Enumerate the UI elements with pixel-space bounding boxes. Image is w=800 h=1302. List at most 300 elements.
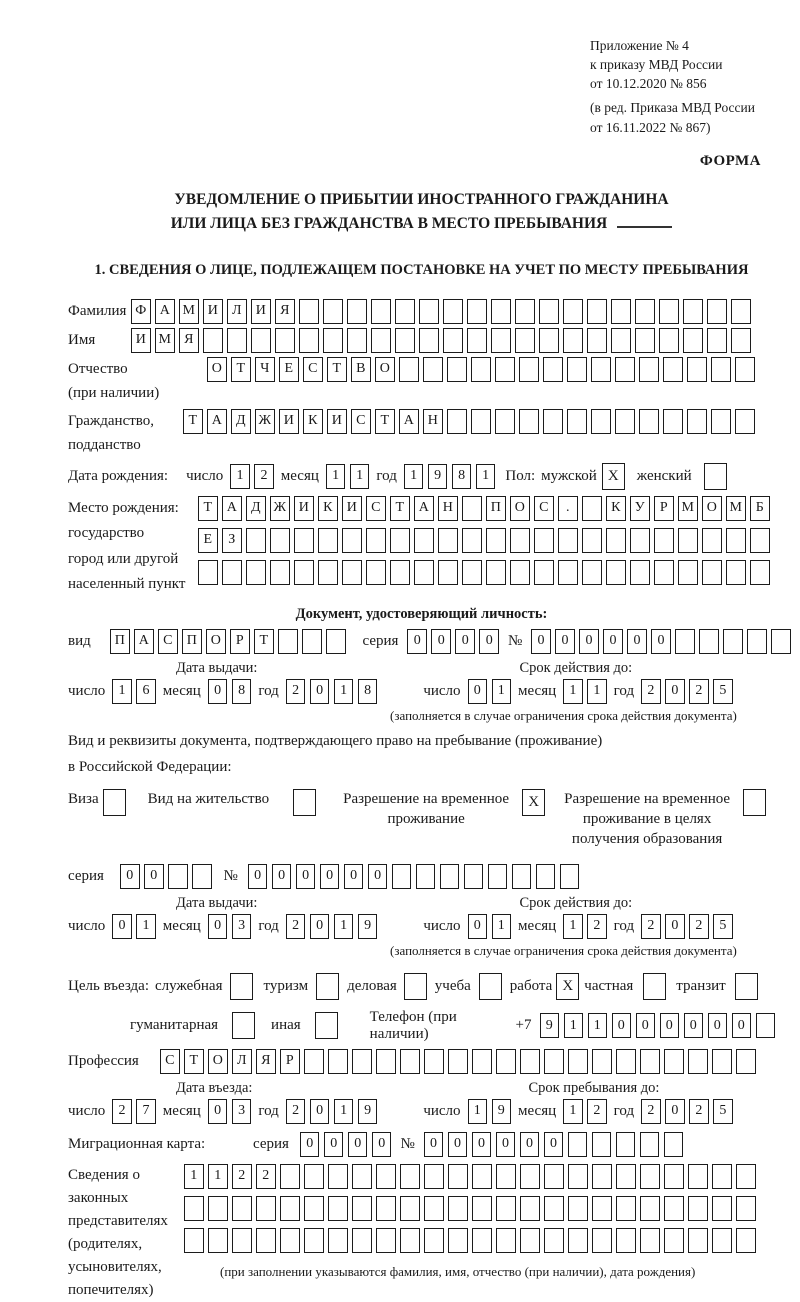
char-cell[interactable]: Т [254,629,274,654]
char-cell[interactable] [606,528,626,553]
char-cell[interactable] [712,1196,732,1221]
char-cell[interactable]: 1 [350,464,370,489]
char-cell[interactable]: Р [654,496,674,521]
char-cell[interactable] [246,528,266,553]
char-cell[interactable]: 0 [310,1099,330,1124]
char-cell[interactable]: Н [438,496,458,521]
char-cell[interactable]: 7 [136,1099,156,1124]
char-cell[interactable]: 1 [334,1099,354,1124]
char-cell[interactable]: С [351,409,371,434]
char-cell[interactable]: С [160,1049,180,1074]
char-cell[interactable]: 2 [641,914,661,939]
char-cell[interactable]: 0 [208,914,228,939]
char-cell[interactable] [414,528,434,553]
char-cell[interactable]: С [534,496,554,521]
char-cell[interactable]: И [279,409,299,434]
char-cell[interactable] [687,357,707,382]
char-cell[interactable] [299,299,319,324]
char-cell[interactable]: 0 [431,629,451,654]
char-cell[interactable]: А [155,299,175,324]
purpose-transit-checkbox[interactable] [735,973,758,1000]
char-cell[interactable] [683,299,703,324]
char-cell[interactable] [582,560,602,585]
char-cell[interactable] [448,1228,468,1253]
char-cell[interactable] [723,629,743,654]
char-cell[interactable] [750,560,770,585]
char-cell[interactable] [712,1049,732,1074]
char-cell[interactable] [567,357,587,382]
char-cell[interactable] [630,560,650,585]
char-cell[interactable] [616,1228,636,1253]
char-cell[interactable]: К [318,496,338,521]
char-cell[interactable] [616,1049,636,1074]
char-cell[interactable] [323,299,343,324]
char-cell[interactable] [203,328,223,353]
char-cell[interactable]: П [486,496,506,521]
char-cell[interactable]: Т [183,409,203,434]
char-cell[interactable] [352,1228,372,1253]
char-cell[interactable] [302,629,322,654]
char-cell[interactable] [663,357,683,382]
char-cell[interactable]: . [558,496,578,521]
char-cell[interactable] [639,409,659,434]
char-cell[interactable] [222,560,242,585]
char-cell[interactable] [423,357,443,382]
char-cell[interactable] [299,328,319,353]
char-cell[interactable] [568,1164,588,1189]
char-cell[interactable]: И [251,299,271,324]
char-cell[interactable] [371,299,391,324]
char-cell[interactable] [390,560,410,585]
char-cell[interactable] [208,1196,228,1221]
char-cell[interactable] [400,1228,420,1253]
char-cell[interactable] [592,1049,612,1074]
char-cell[interactable]: Л [232,1049,252,1074]
char-cell[interactable] [587,299,607,324]
char-cell[interactable] [184,1228,204,1253]
char-cell[interactable] [472,1196,492,1221]
char-cell[interactable] [702,528,722,553]
char-cell[interactable] [352,1049,372,1074]
char-cell[interactable]: 9 [540,1013,560,1038]
char-cell[interactable] [563,328,583,353]
char-cell[interactable]: М [155,328,175,353]
char-cell[interactable]: 1 [326,464,346,489]
char-cell[interactable] [462,560,482,585]
char-cell[interactable]: З [222,528,242,553]
purpose-commercial-checkbox[interactable] [404,973,427,1000]
char-cell[interactable] [318,560,338,585]
char-cell[interactable] [448,1164,468,1189]
char-cell[interactable] [400,1164,420,1189]
purpose-work-checkbox[interactable]: X [556,973,579,1000]
purpose-study-checkbox[interactable] [479,973,502,1000]
char-cell[interactable]: О [208,1049,228,1074]
char-cell[interactable] [615,357,635,382]
char-cell[interactable]: 9 [358,914,378,939]
char-cell[interactable]: М [678,496,698,521]
char-cell[interactable]: И [327,409,347,434]
char-cell[interactable]: 2 [641,679,661,704]
char-cell[interactable] [544,1164,564,1189]
char-cell[interactable]: 0 [479,629,499,654]
char-cell[interactable] [328,1164,348,1189]
char-cell[interactable]: 1 [587,679,607,704]
char-cell[interactable] [342,560,362,585]
char-cell[interactable] [472,1228,492,1253]
char-cell[interactable] [376,1164,396,1189]
char-cell[interactable]: Т [231,357,251,382]
char-cell[interactable]: 6 [136,679,156,704]
char-cell[interactable]: 1 [476,464,496,489]
char-cell[interactable] [688,1228,708,1253]
sex-female-checkbox[interactable] [704,463,727,490]
char-cell[interactable] [520,1164,540,1189]
char-cell[interactable] [471,357,491,382]
char-cell[interactable] [678,528,698,553]
char-cell[interactable] [735,409,755,434]
char-cell[interactable]: А [399,409,419,434]
char-cell[interactable]: 0 [310,679,330,704]
char-cell[interactable] [280,1196,300,1221]
char-cell[interactable]: А [222,496,242,521]
char-cell[interactable]: 0 [603,629,623,654]
char-cell[interactable]: И [203,299,223,324]
char-cell[interactable] [683,328,703,353]
char-cell[interactable] [198,560,218,585]
char-cell[interactable] [558,528,578,553]
char-cell[interactable] [712,1164,732,1189]
char-cell[interactable]: 0 [651,629,671,654]
char-cell[interactable]: 9 [428,464,448,489]
char-cell[interactable]: О [510,496,530,521]
char-cell[interactable]: 0 [555,629,575,654]
visa-checkbox[interactable] [103,789,126,816]
char-cell[interactable] [568,1049,588,1074]
char-cell[interactable] [568,1196,588,1221]
char-cell[interactable] [326,629,346,654]
char-cell[interactable]: Я [256,1049,276,1074]
char-cell[interactable] [688,1049,708,1074]
char-cell[interactable] [495,409,515,434]
char-cell[interactable] [294,528,314,553]
char-cell[interactable]: 0 [424,1132,444,1157]
char-cell[interactable] [664,1164,684,1189]
char-cell[interactable] [663,409,683,434]
char-cell[interactable] [736,1164,756,1189]
char-cell[interactable] [726,560,746,585]
char-cell[interactable]: 2 [112,1099,132,1124]
char-cell[interactable] [486,528,506,553]
char-cell[interactable]: 2 [232,1164,252,1189]
char-cell[interactable] [543,409,563,434]
char-cell[interactable]: 5 [713,1099,733,1124]
purpose-humanitarian-checkbox[interactable] [232,1012,255,1039]
char-cell[interactable] [630,528,650,553]
char-cell[interactable] [735,357,755,382]
char-cell[interactable] [192,864,212,889]
char-cell[interactable]: 0 [708,1013,728,1038]
char-cell[interactable] [424,1049,444,1074]
char-cell[interactable] [639,357,659,382]
char-cell[interactable] [544,1196,564,1221]
char-cell[interactable] [270,560,290,585]
char-cell[interactable] [447,409,467,434]
char-cell[interactable] [496,1049,516,1074]
char-cell[interactable] [635,299,655,324]
char-cell[interactable] [664,1196,684,1221]
char-cell[interactable]: 2 [286,914,306,939]
purpose-tourism-checkbox[interactable] [316,973,339,1000]
char-cell[interactable]: Т [184,1049,204,1074]
char-cell[interactable] [606,560,626,585]
char-cell[interactable]: А [414,496,434,521]
char-cell[interactable]: 0 [368,864,388,889]
char-cell[interactable] [275,328,295,353]
char-cell[interactable]: 1 [468,1099,488,1124]
char-cell[interactable] [654,560,674,585]
char-cell[interactable]: 3 [232,1099,252,1124]
char-cell[interactable] [563,299,583,324]
char-cell[interactable]: 0 [112,914,132,939]
char-cell[interactable]: 0 [296,864,316,889]
char-cell[interactable] [582,496,602,521]
char-cell[interactable] [515,299,535,324]
char-cell[interactable] [467,328,487,353]
char-cell[interactable] [270,528,290,553]
char-cell[interactable]: 0 [324,1132,344,1157]
sex-male-checkbox[interactable]: X [602,463,625,490]
char-cell[interactable]: 0 [665,1099,685,1124]
char-cell[interactable] [543,357,563,382]
char-cell[interactable]: Ф [131,299,151,324]
char-cell[interactable]: 0 [344,864,364,889]
char-cell[interactable] [731,328,751,353]
char-cell[interactable]: Я [275,299,295,324]
char-cell[interactable] [635,328,655,353]
char-cell[interactable] [416,864,436,889]
char-cell[interactable]: 8 [452,464,472,489]
char-cell[interactable]: 0 [455,629,475,654]
char-cell[interactable] [736,1196,756,1221]
char-cell[interactable] [539,328,559,353]
char-cell[interactable]: Е [279,357,299,382]
char-cell[interactable]: Т [390,496,410,521]
char-cell[interactable]: 0 [468,679,488,704]
char-cell[interactable]: Ж [270,496,290,521]
char-cell[interactable] [376,1049,396,1074]
char-cell[interactable] [467,299,487,324]
char-cell[interactable]: 0 [120,864,140,889]
char-cell[interactable] [472,1164,492,1189]
char-cell[interactable]: 0 [579,629,599,654]
char-cell[interactable] [227,328,247,353]
char-cell[interactable] [352,1164,372,1189]
char-cell[interactable]: К [303,409,323,434]
char-cell[interactable] [640,1164,660,1189]
char-cell[interactable] [664,1132,684,1157]
char-cell[interactable] [519,409,539,434]
char-cell[interactable] [424,1228,444,1253]
char-cell[interactable]: С [366,496,386,521]
char-cell[interactable] [534,528,554,553]
char-cell[interactable] [400,1196,420,1221]
char-cell[interactable]: 0 [665,679,685,704]
char-cell[interactable]: Я [179,328,199,353]
char-cell[interactable] [616,1132,636,1157]
char-cell[interactable] [280,1164,300,1189]
char-cell[interactable]: 1 [492,679,512,704]
char-cell[interactable] [371,328,391,353]
char-cell[interactable]: 0 [310,914,330,939]
char-cell[interactable] [342,528,362,553]
char-cell[interactable]: Д [246,496,266,521]
char-cell[interactable]: А [207,409,227,434]
char-cell[interactable] [304,1228,324,1253]
char-cell[interactable]: 1 [563,914,583,939]
char-cell[interactable]: 9 [358,1099,378,1124]
char-cell[interactable] [640,1228,660,1253]
char-cell[interactable] [640,1049,660,1074]
char-cell[interactable] [376,1228,396,1253]
char-cell[interactable] [278,629,298,654]
char-cell[interactable]: 1 [563,1099,583,1124]
char-cell[interactable] [510,528,530,553]
char-cell[interactable]: 0 [665,914,685,939]
char-cell[interactable] [471,409,491,434]
char-cell[interactable]: И [342,496,362,521]
char-cell[interactable]: 1 [564,1013,584,1038]
char-cell[interactable] [390,528,410,553]
char-cell[interactable]: 0 [520,1132,540,1157]
char-cell[interactable] [352,1196,372,1221]
char-cell[interactable] [688,1164,708,1189]
char-cell[interactable] [592,1132,612,1157]
char-cell[interactable]: 1 [208,1164,228,1189]
char-cell[interactable] [395,299,415,324]
char-cell[interactable] [560,864,580,889]
char-cell[interactable] [731,299,751,324]
char-cell[interactable] [771,629,791,654]
char-cell[interactable]: 1 [492,914,512,939]
char-cell[interactable] [419,299,439,324]
char-cell[interactable] [664,1228,684,1253]
char-cell[interactable]: 1 [563,679,583,704]
char-cell[interactable] [654,528,674,553]
char-cell[interactable]: 2 [641,1099,661,1124]
char-cell[interactable] [707,328,727,353]
purpose-other-checkbox[interactable] [315,1012,338,1039]
char-cell[interactable] [544,1049,564,1074]
char-cell[interactable]: 0 [208,1099,228,1124]
char-cell[interactable]: 0 [208,679,228,704]
char-cell[interactable] [232,1196,252,1221]
residence-permit-checkbox[interactable] [293,789,316,816]
char-cell[interactable] [750,528,770,553]
char-cell[interactable]: Т [198,496,218,521]
char-cell[interactable]: И [131,328,151,353]
char-cell[interactable] [567,409,587,434]
char-cell[interactable] [616,1164,636,1189]
char-cell[interactable] [678,560,698,585]
temp-residence-education-checkbox[interactable] [743,789,766,816]
char-cell[interactable] [520,1196,540,1221]
char-cell[interactable]: О [702,496,722,521]
char-cell[interactable]: Е [198,528,218,553]
char-cell[interactable] [712,1228,732,1253]
char-cell[interactable]: 0 [531,629,551,654]
char-cell[interactable] [392,864,412,889]
char-cell[interactable] [640,1196,660,1221]
char-cell[interactable] [592,1196,612,1221]
char-cell[interactable]: У [630,496,650,521]
char-cell[interactable] [462,528,482,553]
char-cell[interactable]: 2 [256,1164,276,1189]
char-cell[interactable]: 0 [248,864,268,889]
char-cell[interactable]: 2 [254,464,274,489]
char-cell[interactable]: 2 [689,1099,709,1124]
char-cell[interactable] [519,357,539,382]
char-cell[interactable] [447,357,467,382]
char-cell[interactable]: Т [375,409,395,434]
char-cell[interactable]: Д [231,409,251,434]
char-cell[interactable]: Ч [255,357,275,382]
char-cell[interactable]: Н [423,409,443,434]
char-cell[interactable]: 0 [684,1013,704,1038]
char-cell[interactable] [438,560,458,585]
char-cell[interactable]: П [182,629,202,654]
char-cell[interactable]: С [303,357,323,382]
char-cell[interactable]: Р [230,629,250,654]
char-cell[interactable]: 2 [286,1099,306,1124]
char-cell[interactable] [520,1228,540,1253]
char-cell[interactable] [246,560,266,585]
char-cell[interactable] [443,328,463,353]
char-cell[interactable] [438,528,458,553]
char-cell[interactable] [587,328,607,353]
char-cell[interactable] [419,328,439,353]
char-cell[interactable] [496,1228,516,1253]
char-cell[interactable]: 3 [232,914,252,939]
char-cell[interactable] [568,1228,588,1253]
char-cell[interactable]: 2 [689,679,709,704]
char-cell[interactable] [615,409,635,434]
char-cell[interactable] [464,864,484,889]
char-cell[interactable]: О [207,357,227,382]
char-cell[interactable]: 1 [230,464,250,489]
char-cell[interactable] [399,357,419,382]
char-cell[interactable] [448,1049,468,1074]
char-cell[interactable]: Ж [255,409,275,434]
char-cell[interactable] [558,560,578,585]
char-cell[interactable]: 2 [689,914,709,939]
char-cell[interactable]: 8 [232,679,252,704]
char-cell[interactable] [443,299,463,324]
char-cell[interactable]: 0 [732,1013,752,1038]
char-cell[interactable]: Б [750,496,770,521]
char-cell[interactable] [496,1164,516,1189]
char-cell[interactable] [256,1228,276,1253]
char-cell[interactable] [304,1164,324,1189]
char-cell[interactable] [756,1013,776,1038]
char-cell[interactable] [304,1196,324,1221]
purpose-private-checkbox[interactable] [643,973,666,1000]
temp-residence-checkbox[interactable]: X [522,789,545,816]
char-cell[interactable]: И [294,496,314,521]
char-cell[interactable] [736,1228,756,1253]
char-cell[interactable] [591,409,611,434]
char-cell[interactable] [440,864,460,889]
